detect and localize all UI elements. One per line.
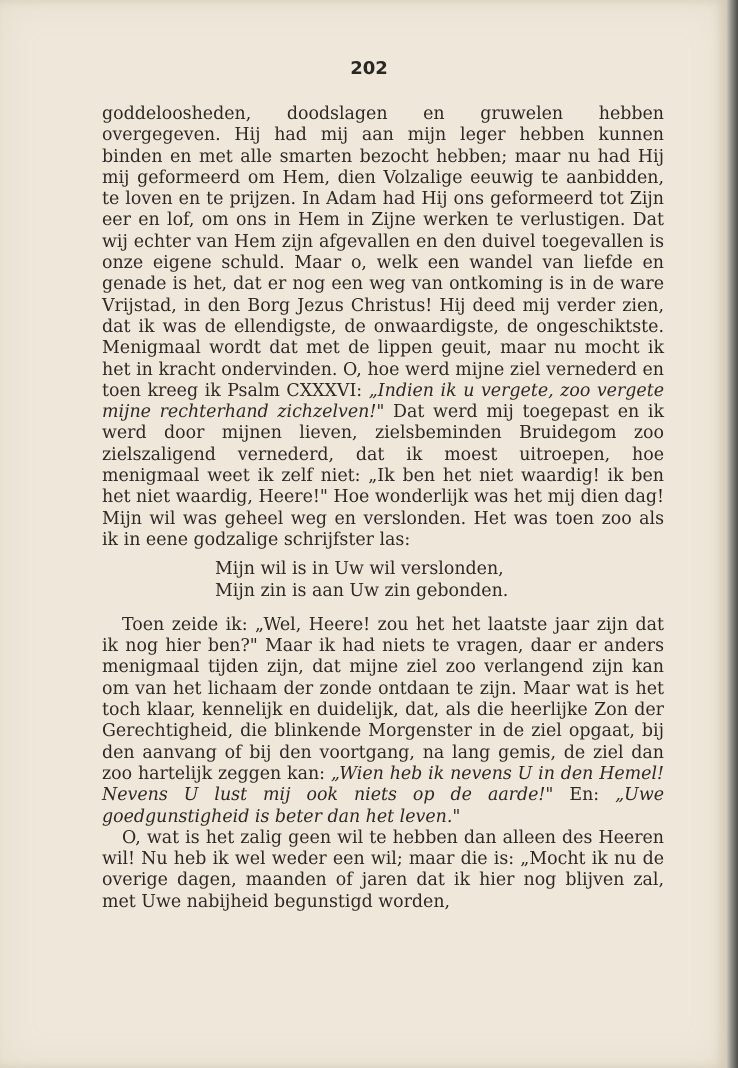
page-edge (726, 0, 738, 1068)
paragraph-1-quote: „Indien ik u vergete, zoo vergete mijne rechterhand zichzelven!" (102, 380, 664, 423)
paragraph-2 (102, 615, 664, 828)
paragraph-2-quote-2: „Uwe goedgunstigheid is beter dan het leven." (102, 785, 665, 827)
paragraph-2-text: Toen zeide ik: „Wel, Heere! zou het het laatste jaar zijn dat ik nog hier ben?" Maar ik had niets te vragen, daar er anders menigmaal tijden zijn, dat mijne ziel zoo verlangend zijn kan om van het lichaam der zonde ontdaan te zijn. Maar wat is het toch klaar, kennelijk en duidelijk, dat, als die heerlijke Zon der Gerechtigheid, die blinkende Morgenster in de ziel opgaat, bij den aanvang of bij den voortgang, na lang gemis, de ziel dan zoo hartelijk zeggen kan: (102, 614, 664, 784)
paragraph-3-text: O, wat is het zalig geen wil te hebben dan alleen des Heeren wil! Nu heb ik wel weder een wil; maar die is: „Mocht ik nu de overige dagen, maanden of jaren dat ik hier nog blijven zal, met Uwe nabijheid begunstigd worden, (102, 827, 664, 912)
page-number: 202 (350, 58, 388, 79)
verse-line-1: Mijn wil is in Uw wil verslonden, (215, 559, 504, 580)
verse-line-2: Mijn zin is aan Uw zin gebonden. (215, 580, 509, 601)
paragraph-2-quote-1: „Wien heb ik nevens U in den Hemel! Nevens U lust mij ook niets op de aarde!" (102, 763, 665, 806)
paragraph-1-text: goddeloosheden, doodslagen en gruwelen hebben overgegeven. Hij had mij aan mijn leger hebben kunnen binden en met alle smarten bezocht hebben; maar nu had Hij mij geformeerd om Hem, dien Volzalige eeuwig te aanbidden, te loven en te prijzen. In Adam had Hij ons geformeerd tot Zijn eer en lof, om ons in Hem in Zijne werken te verlustigen. Dat wij echter van Hem zijn afgevallen en den duivel toegevallen is onze eigene schuld. Maar o, welk een wandel van liefde en genade is het, dat er nog een weg van ontkoming is in de ware Vrijstad, in den Borg Jezus Christus! Hij deed mij verder zien, dat ik was de ellendigste, de onwaardigste, de ongeschiktste. Menigmaal wordt dat met de lippen geuit, maar nu mocht ik het in kracht ondervinden. O, hoe werd mijne ziel vernederd en toen kreeg ik Psalm CXXXVI: (102, 104, 664, 401)
paragraph-3 (102, 828, 664, 913)
verse-quote (215, 559, 664, 602)
paragraph-2-text-cont: En: (553, 785, 616, 806)
paragraph-1 (102, 104, 664, 551)
paragraph-1-text-cont: Dat werd mij toegepast en ik werd door mijnen lieven, zielsbeminden Bruidegom zoo zielszaligend vernederd, dat ik moest uitroepen, hoe menigmaal weet ik zelf niet: „Ik ben het niet waardig! ik ben het niet waardig, Heere!" Hoe wonderlijk was het mij dien dag! Mijn wil was geheel weg en verslonden. Het was toen zoo als ik in eene godzalige schrijfster las: (102, 402, 664, 550)
body-text (102, 104, 664, 913)
